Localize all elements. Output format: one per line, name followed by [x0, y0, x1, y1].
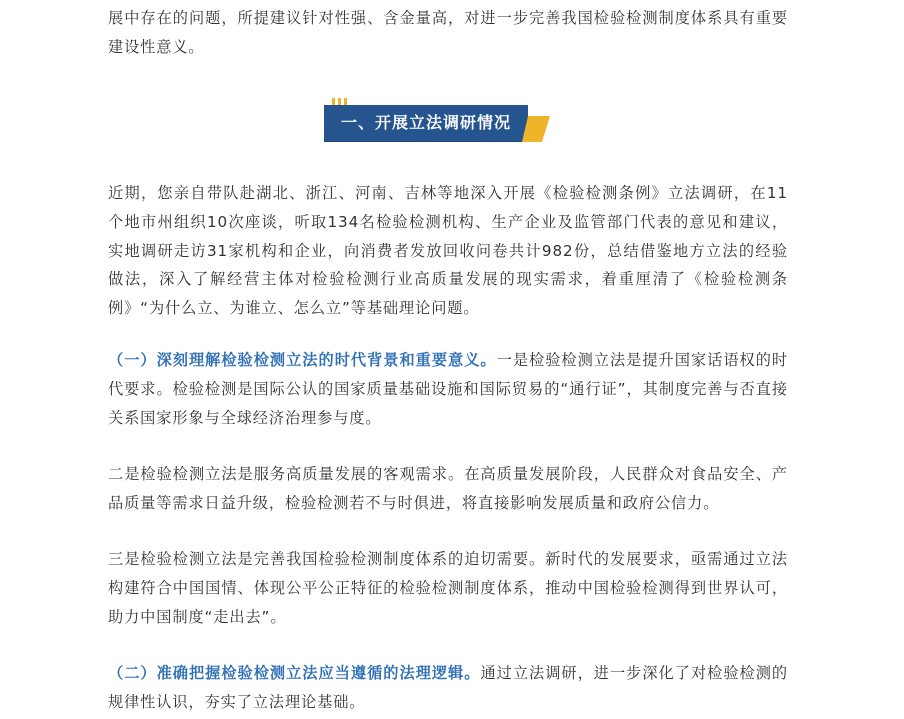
point-three-paragraph: 三是检验检测立法是完善我国检验检测制度体系的迫切需要。新时代的发展要求，亟需通过立法构建符合中国国情、体现公平公正特征的检验检测制度体系，推动中国检验检测得到世界认可，助力中国制度“走出去”。: [108, 550, 788, 626]
research-paragraph: 近期，您亲自带队赴湖北、浙江、河南、吉林等地深入开展《检验检测条例》立法调研，在11个地市州组织10次座谈，听取134名检验检测机构、生产企业及监管部门代表的意见和建议，实地调研走访31家机构和企业，向消费者发放回收问卷共计982份，总结借鉴地方立法的经验做法，深入了解经营主体对检验检测行业高质量发展的现实需求，着重厘清了《检验检测条例》“为什么立、为谁立、怎么立”等基础理论问题。: [108, 184, 788, 318]
point-two-paragraph: 二是检验检测立法是服务高质量发展的客观需求。在高质量发展阶段，人民群众对食品安全、产品质量等需求日益升级，检验检测若不与时俱进，将直接影响发展质量和政府公信力。: [108, 465, 788, 512]
point-one-body: 一是检验检测立法是提升国家话语权的时代要求。检验检测是国际公认的国家质量基础设施和国际贸易的“通行证”，其制度完善与否直接关系国家形象与全球经济治理参与度。: [108, 351, 788, 427]
point-four-heading: （二）准确把握检验检测立法应当遵循的法理逻辑。: [108, 664, 481, 682]
point-one-heading: （一）深刻理解检验检测立法的时代背景和重要意义。: [108, 351, 497, 369]
section-heading-banner: [324, 98, 550, 144]
point-one-paragraph: [108, 346, 788, 432]
intro-paragraph: 展中存在的问题，所提建议针对性强、含金量高，对进一步完善我国检验检测制度体系具有重要建设性意义。: [108, 9, 788, 56]
section-heading-title: 一、开展立法调研情况: [340, 113, 511, 132]
point-four-paragraph: [108, 659, 788, 717]
point-four-body: 通过立法调研，进一步深化了对检验检测的规律性认识，夯实了立法理论基础。: [108, 664, 788, 711]
